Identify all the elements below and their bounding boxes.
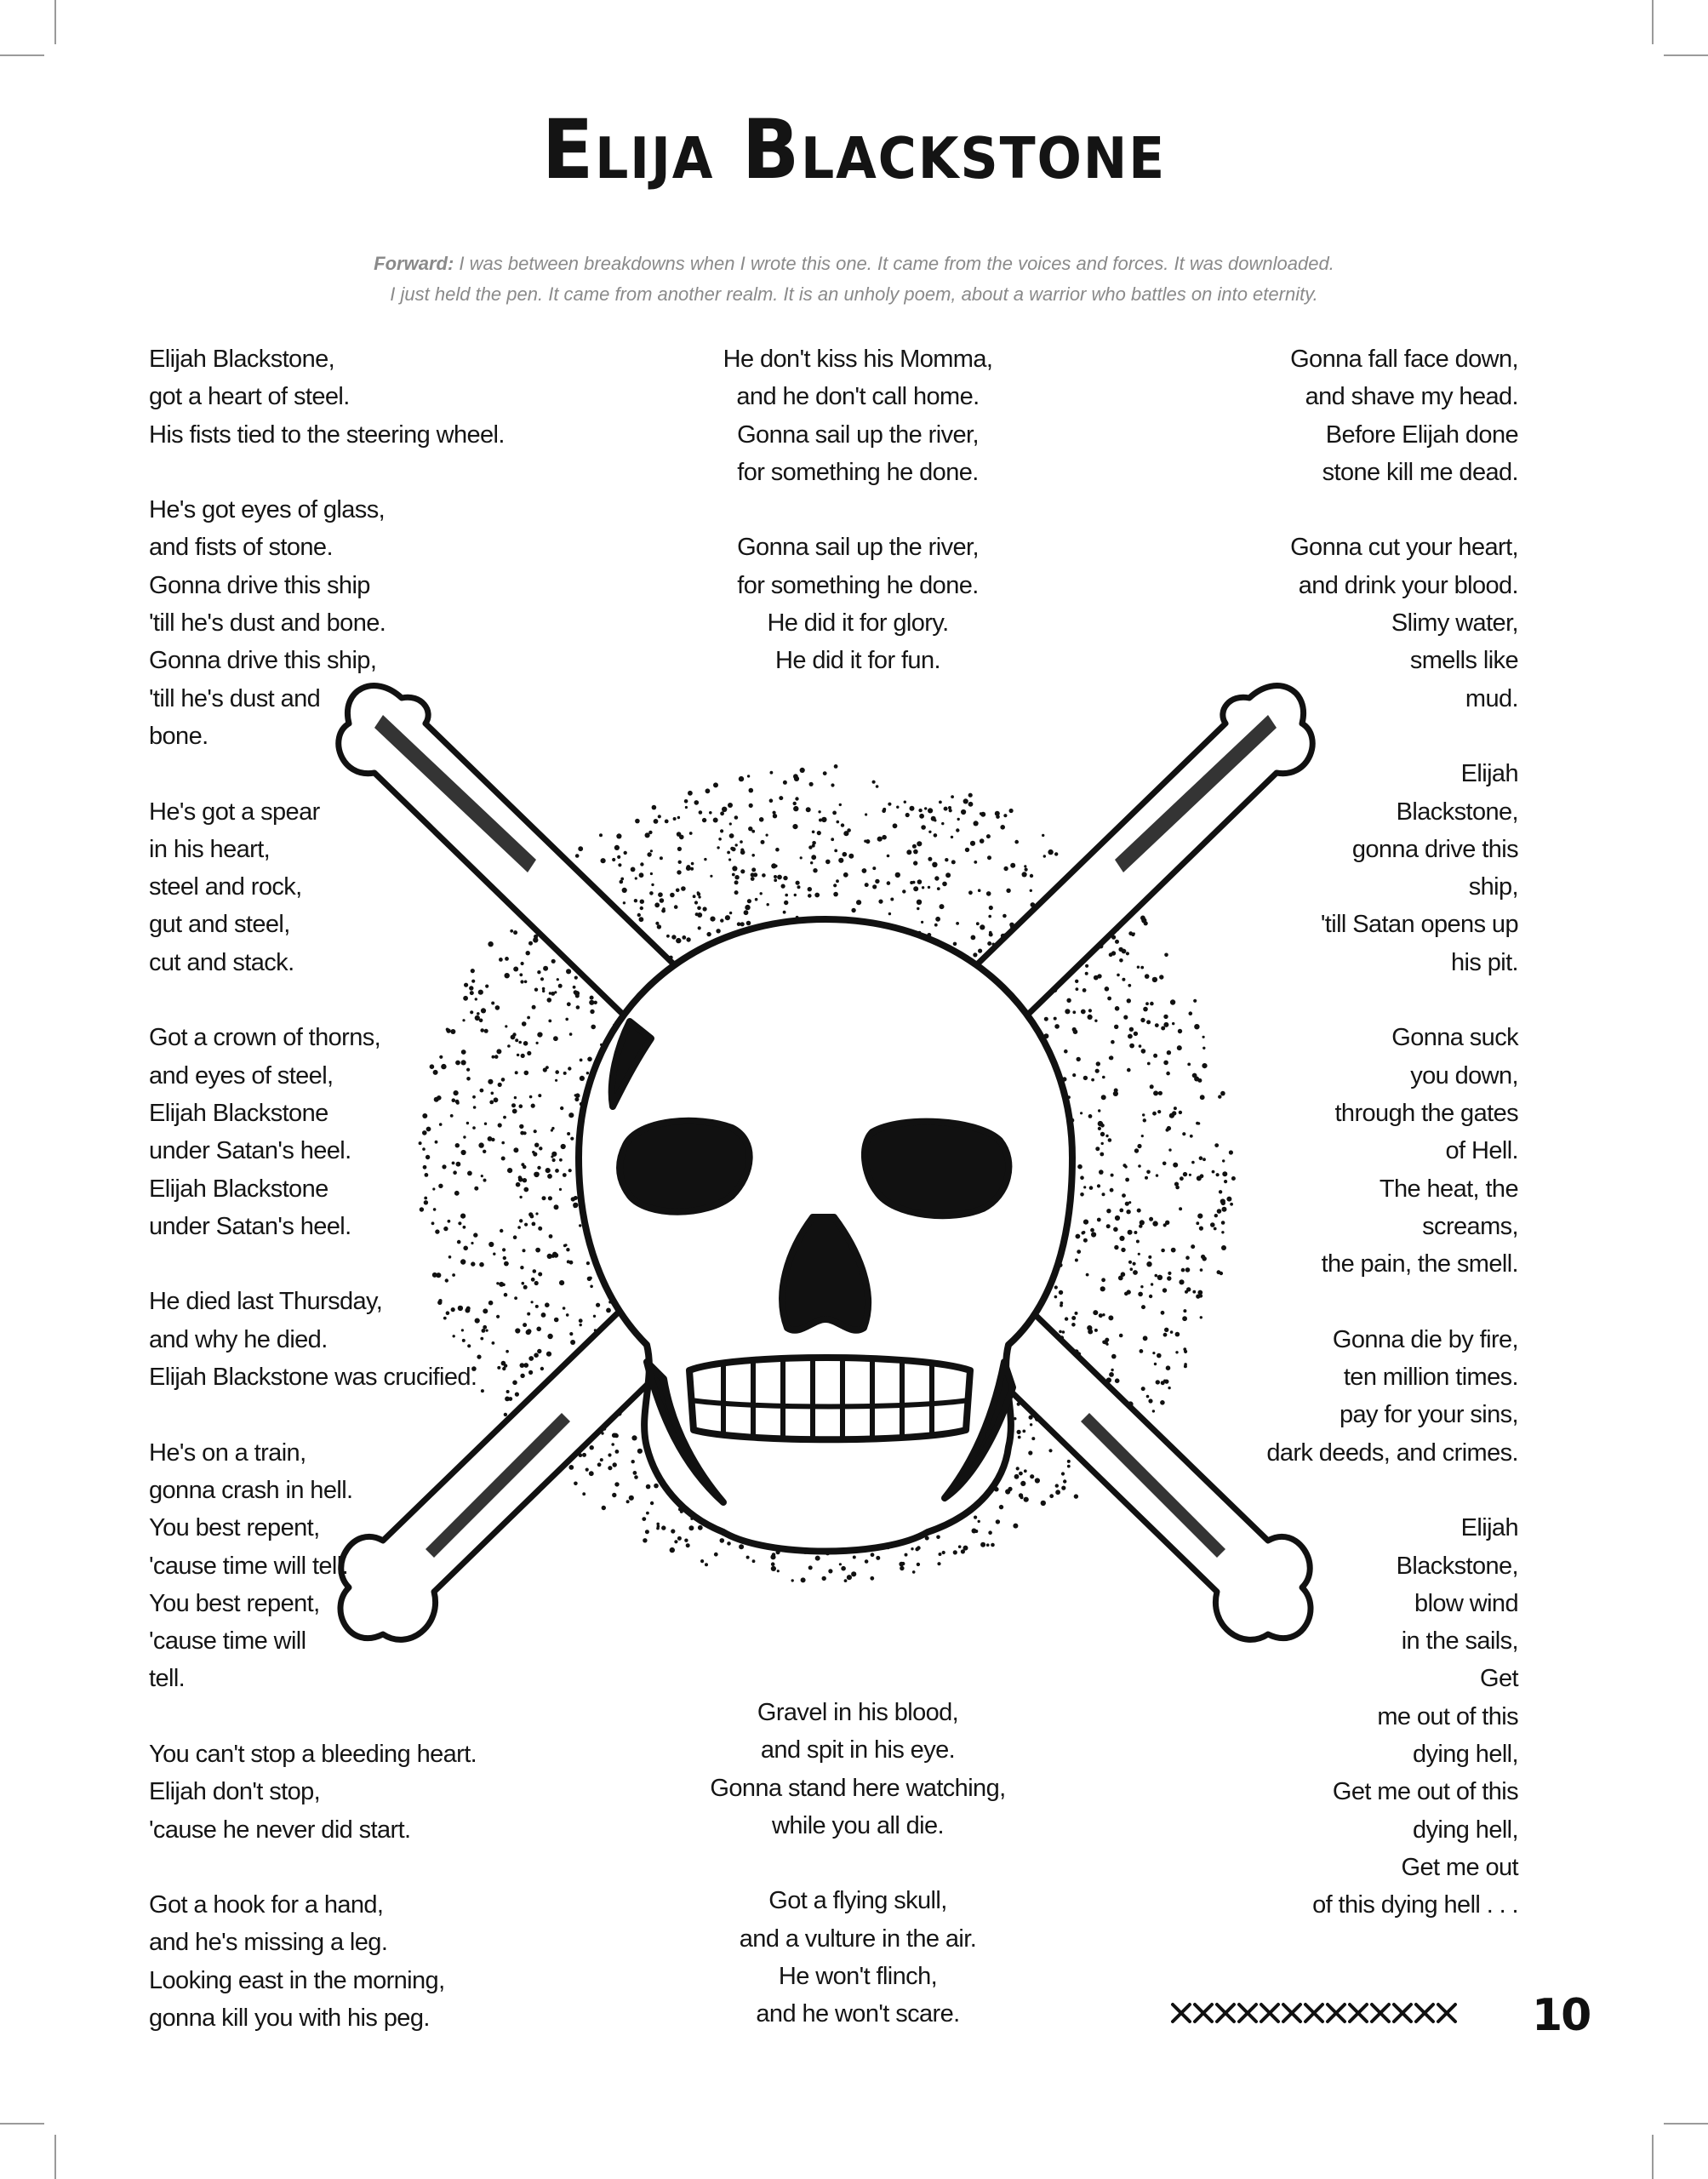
page-title: Elija Blackstone <box>541 102 1167 197</box>
foreword-line-2: I just held the pen. It came from another realm. It is an unholy poem, about a warrior who battles on into eternity. <box>390 283 1318 305</box>
crop-mark <box>1664 2123 1708 2125</box>
crop-mark <box>54 2135 56 2179</box>
crop-mark <box>0 54 44 56</box>
stitch-ornament <box>1166 1996 1489 2030</box>
poem-right-column: Gonna fall face down, and shave my head. Before Elijah done stone kill me dead. Gonna cut your heart, and drink your blood. Slimy water, smells like mud. Elijah Blackstone, gonna drive this ship, 'till Satan opens up his pit. Gonna suck you down, through the gates of Hell. The heat, the screams, the pain, the smell. Gonna die by fire, ten million times. pay for your sins, dark deeds, and crimes. Elijah Blackstone, blow wind in the sails, Get me out of this dying hell, Get me out of this dying hell, Get me out of this dying hell . . . <box>1266 346 1518 1919</box>
foreword-label: Forward: <box>374 253 454 274</box>
crop-mark <box>1652 0 1654 44</box>
skull <box>579 919 1072 1552</box>
crop-mark <box>1652 2135 1654 2179</box>
crop-mark <box>1664 54 1708 56</box>
crop-mark <box>54 0 56 44</box>
page-number: 10 <box>1532 1990 1591 2041</box>
foreword <box>0 249 1708 310</box>
crop-mark <box>0 2123 44 2125</box>
poem-left-column: Elijah Blackstone, got a heart of steel. His fists tied to the steering wheel. He's got eyes of glass, and fists of stone. Gonna drive this ship 'till he's dust and bone. Gonna drive this ship, 'till he's dust and bone. He's got a spear in his heart, steel and rock, gut and steel, cut and stack. Got a crown of thorns, and eyes of steel, Elijah Blackstone under Satan's heel. Elijah Blackstone under Satan's heel. He died last Thursday, and why he died. Elijah Blackstone was crucified. He's on a train, gonna crash in hell. You best repent, 'cause time will tell. You best repent, 'cause time will tell. You can't stop a bleeding heart. Elijah don't stop, 'cause he never did start. Got a hook for a hand, and he's missing a leg. Looking east in the morning, gonna kill you with his peg. <box>149 346 505 2033</box>
foreword-line-1: I was between breakdowns when I wrote this one. It came from the voices and forces. It was downloaded. <box>459 253 1334 274</box>
poem-middle-top: He don't kiss his Momma, and he don't call home. Gonna sail up the river, for something he done. Gonna sail up the river, for something he done. He did it for glory. He did it for fun. <box>723 346 993 675</box>
poem-middle-bottom: Gravel in his blood, and spit in his eye. Gonna stand here watching, while you all die. Got a flying skull, and a vulture in the air. He won't flinch, and he won't scare. <box>710 1699 1006 2028</box>
